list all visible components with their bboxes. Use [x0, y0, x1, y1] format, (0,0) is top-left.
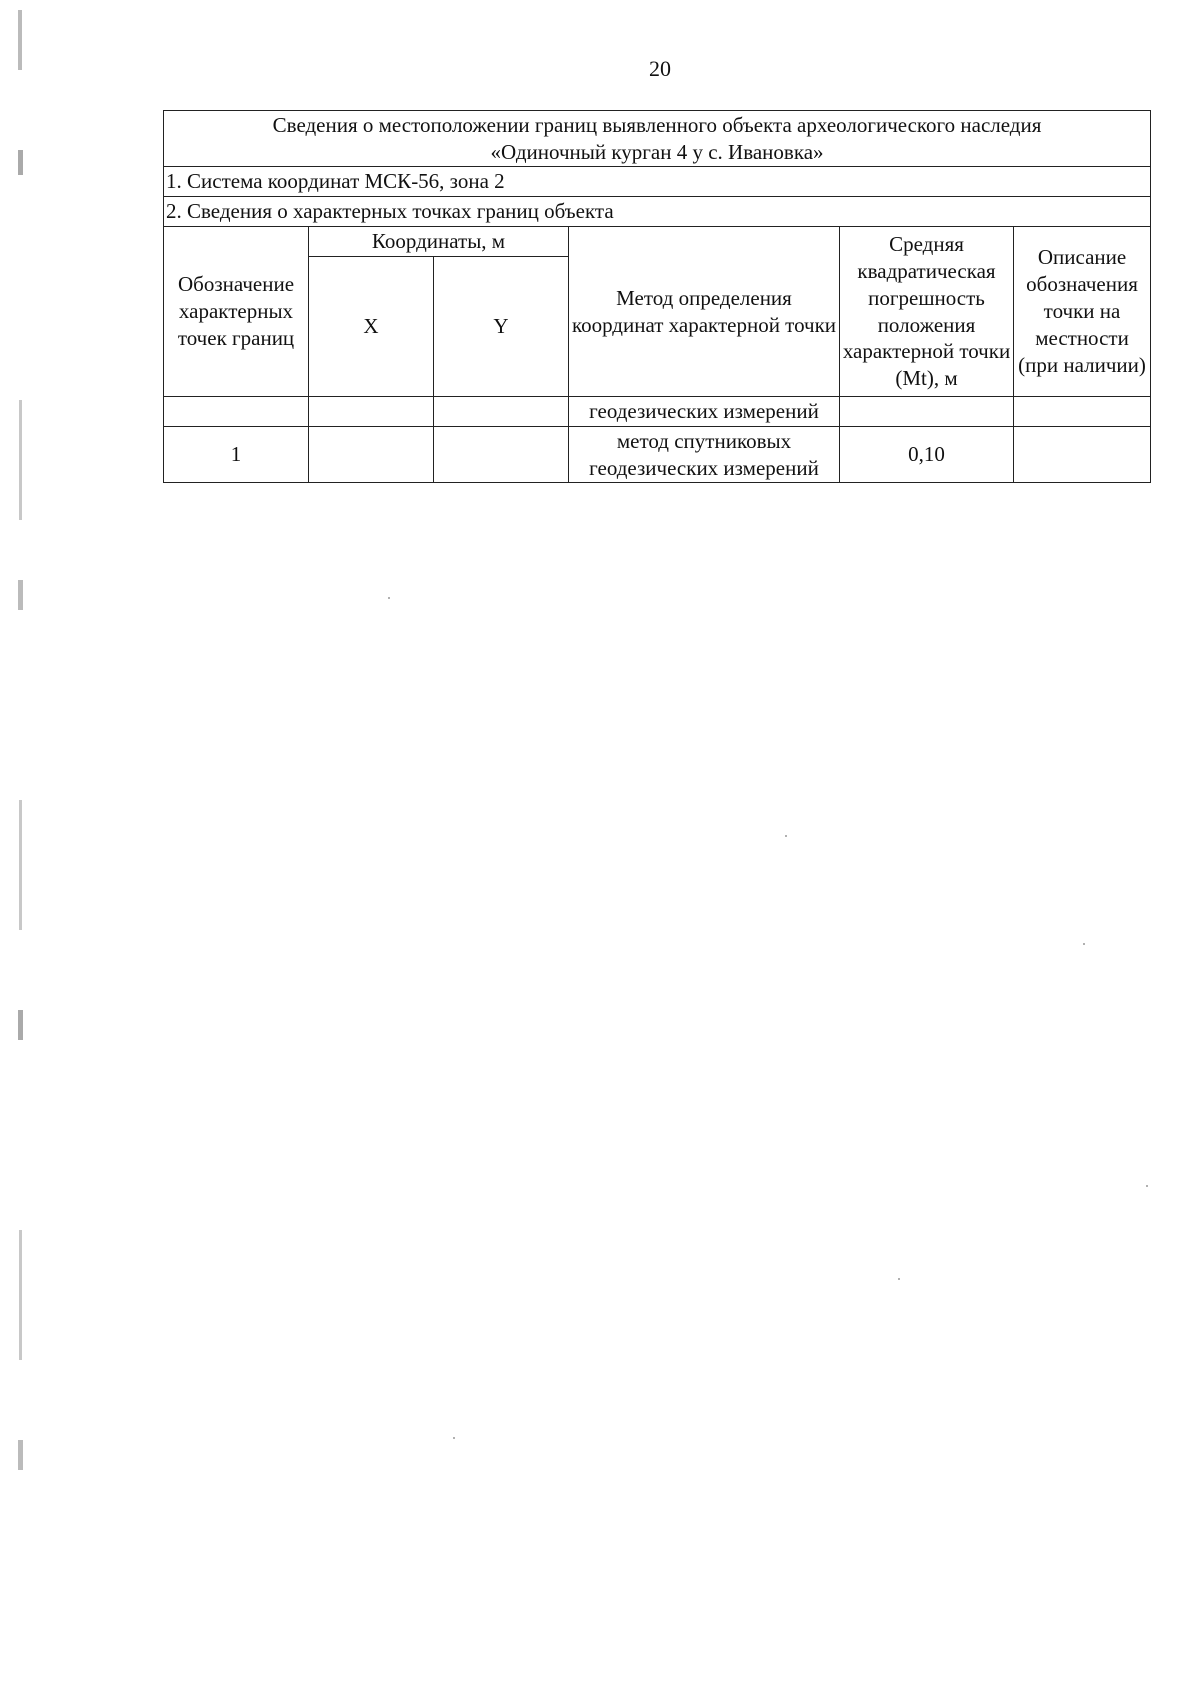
- header-coordinates: Координаты, м: [309, 227, 569, 257]
- cell-error: 0,10: [840, 427, 1014, 483]
- cell-method: метод спутниковых геодезических измерений: [569, 427, 840, 483]
- cell-description: [1014, 397, 1151, 427]
- scan-dot: [1146, 1185, 1148, 1187]
- scan-artifact: [14, 150, 28, 175]
- cell-y: [434, 397, 569, 427]
- scan-artifact: [14, 400, 28, 520]
- scan-artifact: [14, 580, 28, 610]
- header-error: Средняя квадратическая погрешность положения характерной точки (Mt), м: [840, 227, 1014, 397]
- scan-dot: [898, 1278, 900, 1280]
- header-description: Описание обозначения точки на местности (при наличии): [1014, 227, 1151, 397]
- cell-y: [434, 427, 569, 483]
- cell-description: [1014, 427, 1151, 483]
- header-x: X: [309, 257, 434, 397]
- table-title-line-1: Сведения о местоположении границ выявленного объекта археологического наследия: [272, 112, 1042, 137]
- scan-artifact: [14, 10, 28, 70]
- scan-dot: [453, 1437, 455, 1439]
- header-method: Метод определения координат характерной точки: [569, 227, 840, 397]
- cell-error: [840, 397, 1014, 427]
- coordinate-system-row: 1. Система координат МСК-56, зона 2: [164, 167, 1151, 197]
- scan-dot: [388, 597, 390, 599]
- table-row: [164, 397, 1151, 427]
- header-designation: Обозначение характерных точек границ: [164, 227, 309, 397]
- cell-point: 1: [164, 427, 309, 483]
- cell-x: [309, 397, 434, 427]
- boundary-points-table: [163, 110, 1151, 483]
- scan-artifact: [14, 1010, 28, 1040]
- cell-x: [309, 427, 434, 483]
- scan-artifact: [14, 1440, 28, 1470]
- cell-method: геодезических измерений: [569, 397, 840, 427]
- table-title: [164, 111, 1151, 167]
- scan-artifact: [14, 1230, 28, 1360]
- header-y: Y: [434, 257, 569, 397]
- scan-dot: [1083, 943, 1085, 945]
- page-number: 20: [649, 56, 671, 81]
- points-info-row: 2. Сведения о характерных точках границ объекта: [164, 197, 1151, 227]
- cell-point: [164, 397, 309, 427]
- scan-dot: [785, 835, 787, 837]
- table-title-line-2: «Одиночный курган 4 у с. Ивановка»: [490, 139, 824, 164]
- table-row: [164, 427, 1151, 483]
- scan-artifact: [14, 800, 28, 930]
